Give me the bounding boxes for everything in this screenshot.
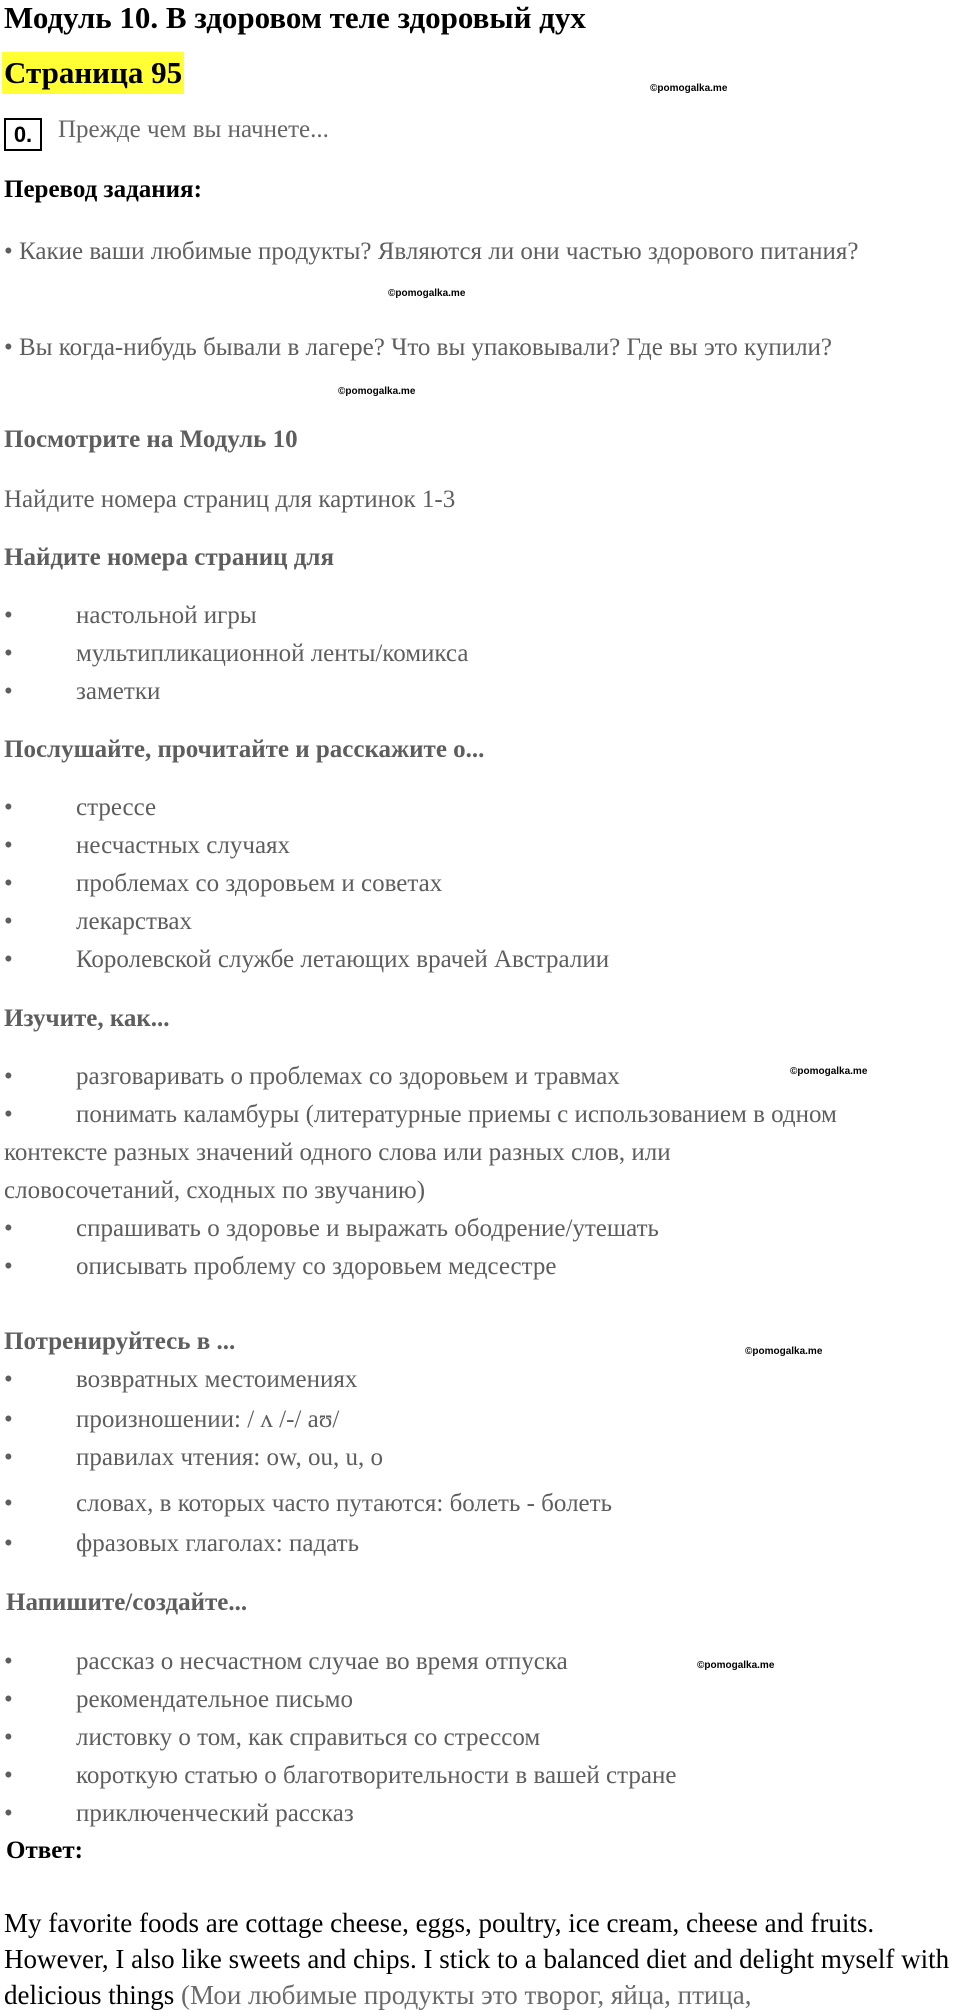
list-item-continuation: контексте разных значений одного слова или разных слов, или [4,1139,671,1166]
look-heading: Посмотрите на Модуль 10 [4,426,298,453]
watermark: ©pomogalka.me [388,288,466,299]
list-item: • рассказ о несчастном случае во время отпуска [4,1648,568,1675]
watermark: ©pomogalka.me [745,1346,823,1357]
learn-heading: Изучите, как... [4,1005,170,1032]
practice-heading: Потренируйтесь в ... [4,1328,236,1355]
find-pages-heading: Найдите номера страниц для [4,544,334,571]
list-item: • возвратных местоимениях [4,1366,358,1393]
list-item: • заметки [4,678,161,705]
list-item: • фразовых глаголах: падать [4,1530,359,1557]
list-item: • произношении: / ʌ /-/ aʊ/ [4,1406,340,1433]
list-item: • правилах чтения: ow, ou, u, o [4,1444,383,1471]
translation-heading: Перевод задания: [4,176,202,203]
question-1: • Какие ваши любимые продукты? Являются ли они частью здорового питания? [4,238,859,265]
list-item: • словах, в которых часто путаются: болеть - болеть [4,1490,612,1517]
list-item: • листовку о том, как справиться со стрессом [4,1724,541,1751]
list-item: • несчастных случаях [4,832,291,859]
list-item: • понимать каламбуры (литературные приемы с использованием в одном [4,1101,837,1128]
list-item: • настольной игры [4,602,257,629]
list-item: • приключенческий рассказ [4,1800,354,1827]
list-item: • проблемах со здоровьем и советах [4,870,443,897]
answer-english: My favorite foods are cottage cheese, eggs, poultry, ice cream, cheese and fruits. However, I also like sweets and chips. I stick to a balanced diet and delight myself with delicious things [4,1908,950,2010]
watermark: ©pomogalka.me [790,1066,868,1077]
page-title: Модуль 10. В здоровом теле здоровый дух [4,0,586,35]
watermark: ©pomogalka.me [338,386,416,397]
list-item: • лекарствах [4,908,193,935]
list-item: • мультипликационной ленты/комикса [4,640,469,667]
listen-heading: Послушайте, прочитайте и расскажите о... [4,736,485,763]
watermark: ©pomogalka.me [697,1660,775,1671]
list-item: • рекомендательное письмо [4,1686,353,1713]
page-number-label: Страница 95 [2,52,184,94]
question-2: • Вы когда-нибудь бывали в лагере? Что вы упаковывали? Где вы это купили? [4,334,833,361]
list-item-continuation: словосочетаний, сходных по звучанию) [4,1177,426,1204]
list-item: • разговаривать о проблемах со здоровьем и травмах [4,1063,620,1090]
list-item: • Королевской службе летающих врачей Австралии [4,946,610,973]
watermark: ©pomogalka.me [650,83,728,94]
list-item: • стрессе [4,794,157,821]
list-item: • описывать проблему со здоровьем медсестре [4,1253,557,1280]
write-heading: Напишите/создайте... [6,1589,248,1616]
list-item: • короткую статью о благотворительности в вашей стране [4,1762,677,1789]
find-pages-pictures: Найдите номера страниц для картинок 1-3 [4,486,456,513]
answer-russian: (Мои любимые продукты это творог, яйца, птица, [181,1980,752,2010]
answer-heading: Ответ: [6,1837,83,1864]
exercise-number: 0. [4,118,42,151]
answer-paragraph [4,1905,959,2013]
exercise-intro: Прежде чем вы начнете... [58,116,329,143]
list-item: • спрашивать о здоровье и выражать ободрение/утешать [4,1215,659,1242]
